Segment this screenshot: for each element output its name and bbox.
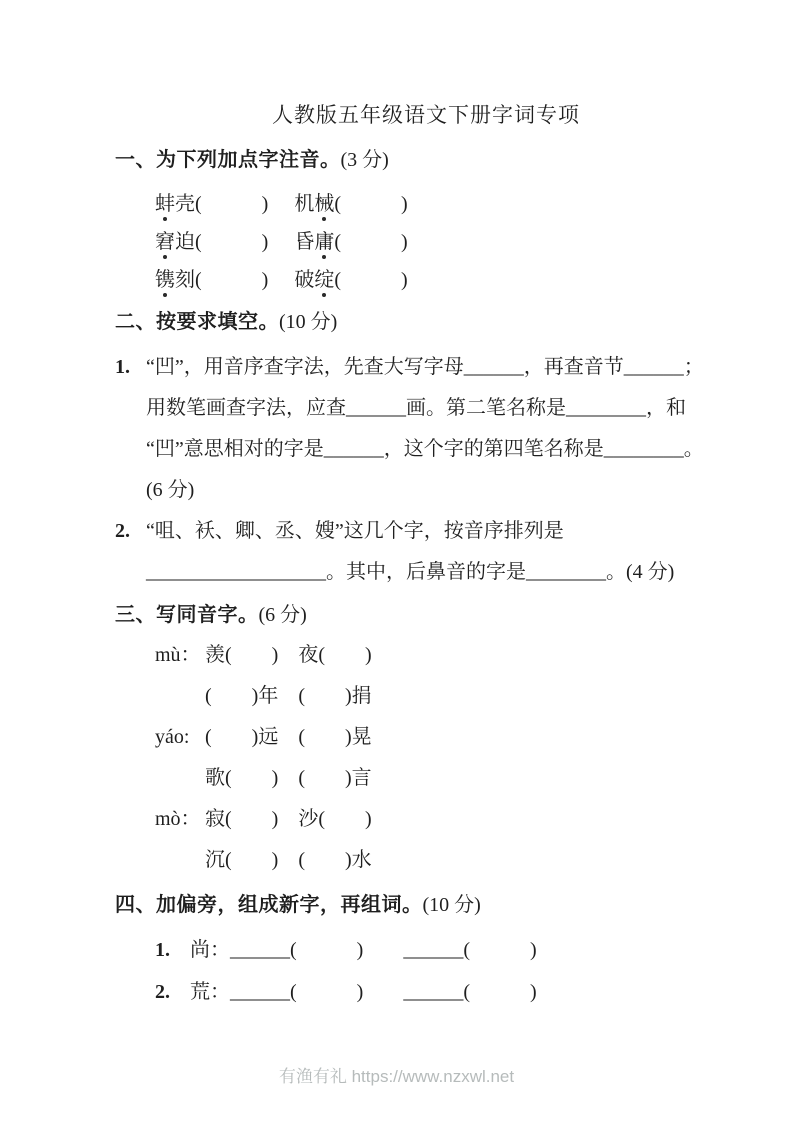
answer-paren: ( ) [334,269,408,291]
pinyin-label: mù： [155,644,201,666]
question-number: 1. [115,356,130,378]
section-2-heading [115,302,737,342]
base-character: 尚： [190,939,230,961]
section-4-heading-label: 四、加偏旁，组成新字，再组词。 [115,894,423,916]
page-title: 人教版五年级语文下册字词专项 [272,103,580,127]
homophone-blanks: 沉( ) ( )水 [205,849,372,871]
blanks-and-parens: ______( ) ______( ) [230,981,537,1003]
pinyin-row-2 [115,223,737,261]
homophone-blanks: ( )远 ( )晃 [205,726,372,748]
homophone-yao-line-2 [115,758,737,799]
dotted-char: 庸 [314,231,335,253]
section-3-heading-label: 三、写同音字。 [115,604,259,626]
question-1-line-2 [115,388,737,429]
answer-paren: ( ) [334,231,408,253]
section-3-score: (6 分) [258,604,307,626]
word-blank-jiongpo: 窘迫( ) [155,231,269,253]
section-2-heading-label: 二、按要求填空。 [115,311,279,333]
word-blank-bangke: 蚌壳( ) [155,193,269,215]
question-text: 用数笔画查字法，应查______画。第二笔名称是________，和 [146,397,686,419]
section-4-score: (10 分) [422,894,481,916]
question-text: “凹”，用音序查字法，先查大写字母______，再查音节______； [146,356,704,378]
section-2-score: (10 分) [279,311,338,333]
question-2-line-2 [115,552,737,593]
pinyin-row-3 [115,261,737,299]
homophone-blanks: 羡( ) 夜( ) [205,644,372,666]
homophone-mo-line-2 [115,840,737,881]
pinyin-label: yáo: [155,726,190,748]
item-number: 2. [155,981,190,1003]
base-character: 荒： [190,981,230,1003]
blanks-and-parens: ______( ) ______( ) [230,939,537,961]
paper-content [0,95,793,1013]
dotted-char: 械 [314,193,335,215]
homophone-blanks: ( )年 ( )捐 [205,685,372,707]
answer-paren: ( ) [195,231,269,253]
radical-item-shang [115,929,737,971]
watermark-footer: 有渔有礼 https://www.nzxwl.net [278,1067,515,1086]
section-4-heading [115,885,737,925]
word-blank-jixie: 机械( ) [294,193,408,215]
homophone-blanks: 寂( ) 沙( ) [205,808,372,830]
homophone-blanks: 歌( ) ( )言 [205,767,372,789]
dotted-char: 绽 [314,269,335,291]
pinyin-row-1 [115,185,737,223]
section-1-heading-label: 一、为下列加点字注音。 [115,149,341,171]
word-blank-juanke: 镌刻( ) [155,269,269,291]
word-blank-pozhan: 破绽( ) [294,269,408,291]
homophone-mu-line-1 [115,635,737,676]
word-blank-hunyong: 昏庸( ) [294,231,408,253]
answer-paren: ( ) [195,269,269,291]
homophone-mo-line-1 [115,799,737,840]
dotted-char: 窘 [155,231,175,253]
homophone-mu-line-2 [115,676,737,717]
pinyin-label: mò： [155,808,201,830]
question-number: 2. [115,520,130,542]
section-1-heading [115,140,737,180]
dotted-char: 蚌 [155,193,175,215]
question-1-score: (6 分) [146,479,195,501]
item-number: 1. [155,939,190,961]
question-text: “凹”意思相对的字是______，这个字的第四笔名称是________。 [146,438,704,460]
answer-paren: ( ) [195,193,269,215]
radical-item-huang [115,971,737,1013]
question-text: __________________。其中，后鼻音的字是________。(4 分) [146,561,675,583]
homophone-yao-line-1 [115,717,737,758]
question-2-line-1 [115,511,737,552]
section-3-heading [115,595,737,635]
answer-paren: ( ) [334,193,408,215]
question-text: “咀、袄、卿、丞、嫂”这几个字，按音序排列是 [146,520,564,542]
dotted-char: 镌 [155,269,175,291]
question-1-line-3 [115,429,737,470]
section-1-score: (3 分) [340,149,389,171]
question-1-line-1 [115,347,737,388]
